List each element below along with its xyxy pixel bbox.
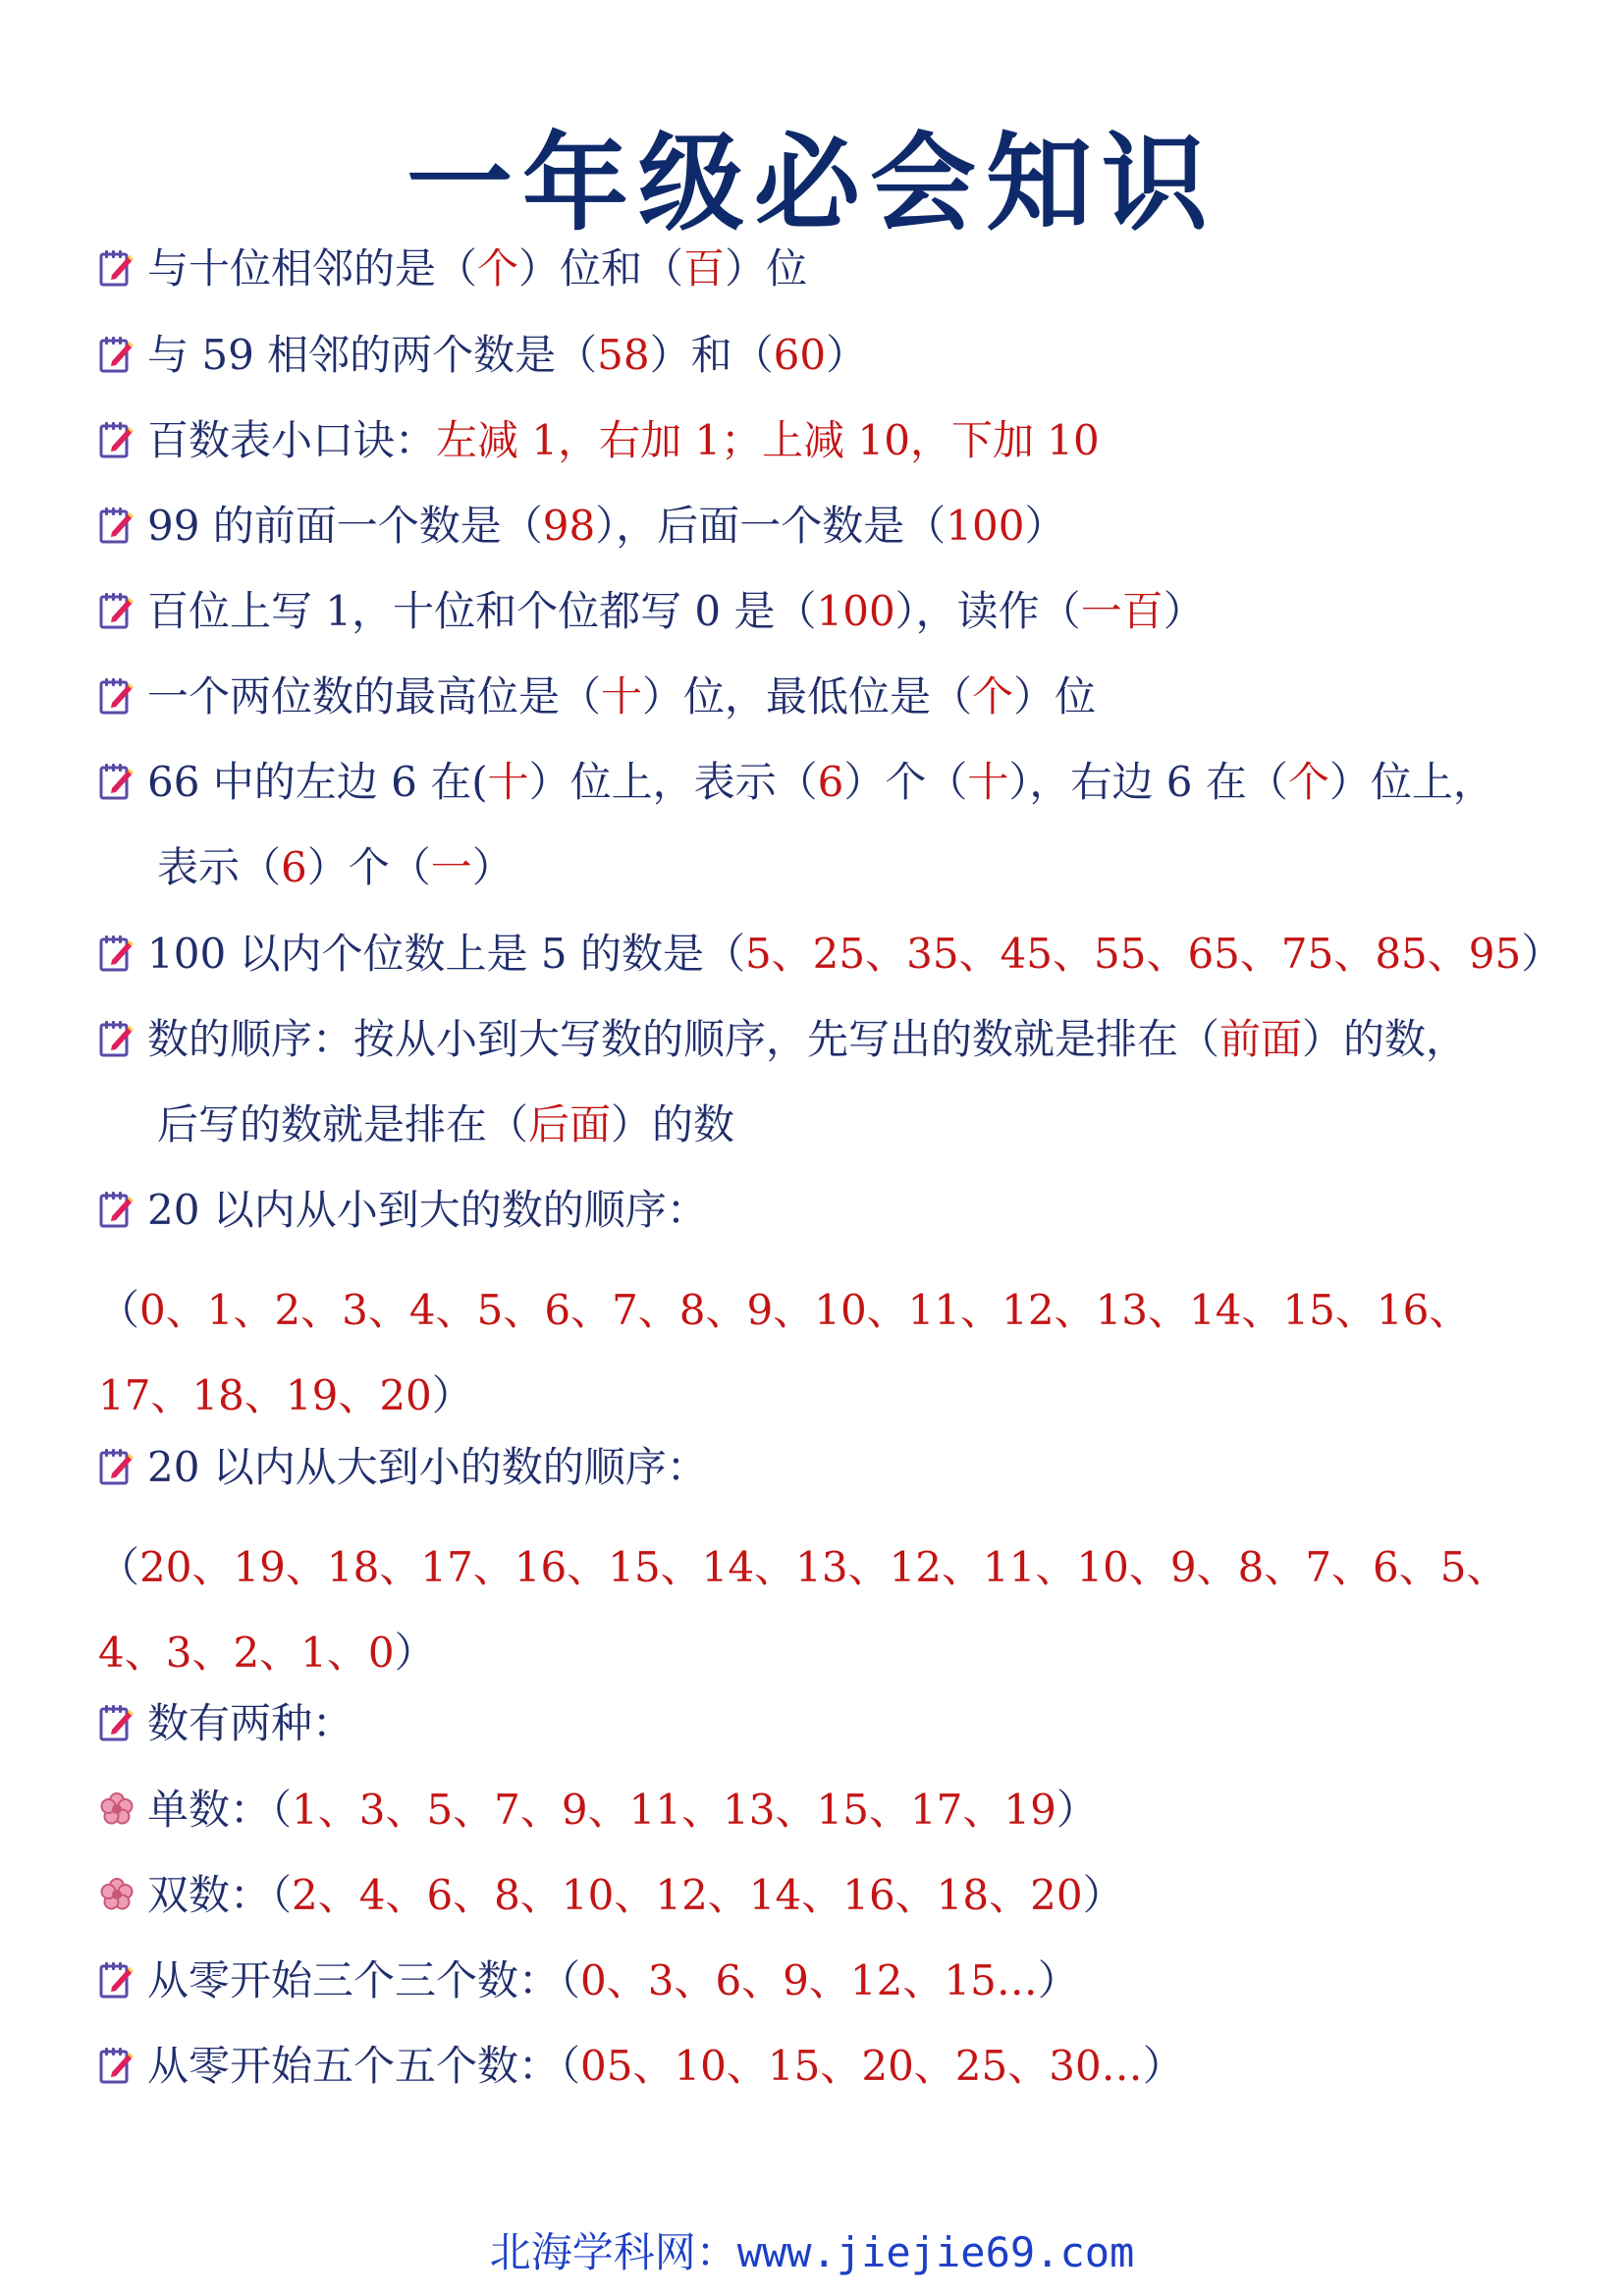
footer-label: 北海学科网：: [489, 2228, 737, 2276]
list-item: 数的顺序：按从小到大写数的顺序，先写出的数就是排在（前面）的数，: [98, 1011, 1536, 1068]
notepad-pencil-icon: [98, 505, 135, 546]
list-item: 百数表小口诀：左减 1，右加 1；上减 10，下加 10: [98, 412, 1536, 469]
list-item: 双数：（2、4、6、8、10、12、14、16、18、20）: [98, 1867, 1536, 1924]
list-item: 与 59 相邻的两个数是（58）和（60）: [98, 327, 1536, 384]
list-item: 66 中的左边 6 在(十）位上，表示（6）个（十），右边 6 在（个）位上，: [98, 754, 1536, 811]
notepad-pencil-icon: [98, 247, 135, 289]
footer-url[interactable]: www.jiejie69.com: [736, 2228, 1135, 2276]
notepad-pencil-icon: [98, 1446, 135, 1487]
list-item: 百位上写 1，十位和个位都写 0 是（100），读作（一百）: [98, 583, 1536, 640]
notepad-pencil-icon: [98, 334, 135, 375]
flower-icon: [98, 1874, 135, 1915]
number-sequence: （0、1、2、3、4、5、6、7、8、9、10、11、12、13、14、15、16、17、18、19、20）: [98, 1286, 1471, 1419]
number-sequence: （20、19、18、17、16、15、14、13、12、11、10、9、8、7、6、5、4、3、2、1、0）: [98, 1543, 1508, 1677]
list-item: 数有两种：: [98, 1695, 1536, 1752]
notepad-pencil-icon: [98, 1702, 135, 1743]
page-title: 一年级必会知识: [406, 123, 1218, 245]
list-item-continuation: 表示（6）个（一）: [157, 843, 514, 891]
notepad-pencil-icon: [98, 933, 135, 974]
list-item: 与十位相邻的是（个）位和（百）位: [98, 240, 1536, 297]
list-item: 单数：（1、3、5、7、9、11、13、15、17、19）: [98, 1782, 1536, 1839]
list-item: 一个两位数的最高位是（十）位，最低位是（个）位: [98, 668, 1536, 725]
footer: [0, 2220, 1624, 2279]
list-item: 从零开始五个五个数：（05、10、15、20、25、30…）: [98, 2038, 1536, 2095]
list-item: 99 的前面一个数是（98），后面一个数是（100）: [98, 498, 1536, 555]
flower-icon: [98, 1789, 135, 1830]
notepad-pencil-icon: [98, 675, 135, 717]
list-item: 从零开始三个三个数：（0、3、6、9、12、15…）: [98, 1952, 1536, 2009]
notepad-pencil-icon: [98, 2045, 135, 2086]
notepad-pencil-icon: [98, 1959, 135, 2001]
list-item: 20 以内从小到大的数的顺序：: [98, 1182, 1536, 1239]
list-item: 100 以内个位数上是 5 的数是（5、25、35、45、55、65、75、85、95）: [98, 926, 1536, 983]
list-item-continuation: 后写的数就是排在（后面）的数: [157, 1100, 735, 1148]
notepad-pencil-icon: [98, 761, 135, 802]
notepad-pencil-icon: [98, 1189, 135, 1230]
list-item: 20 以内从大到小的数的顺序：: [98, 1439, 1536, 1496]
notepad-pencil-icon: [98, 1018, 135, 1059]
notepad-pencil-icon: [98, 419, 135, 460]
notepad-pencil-icon: [98, 590, 135, 631]
